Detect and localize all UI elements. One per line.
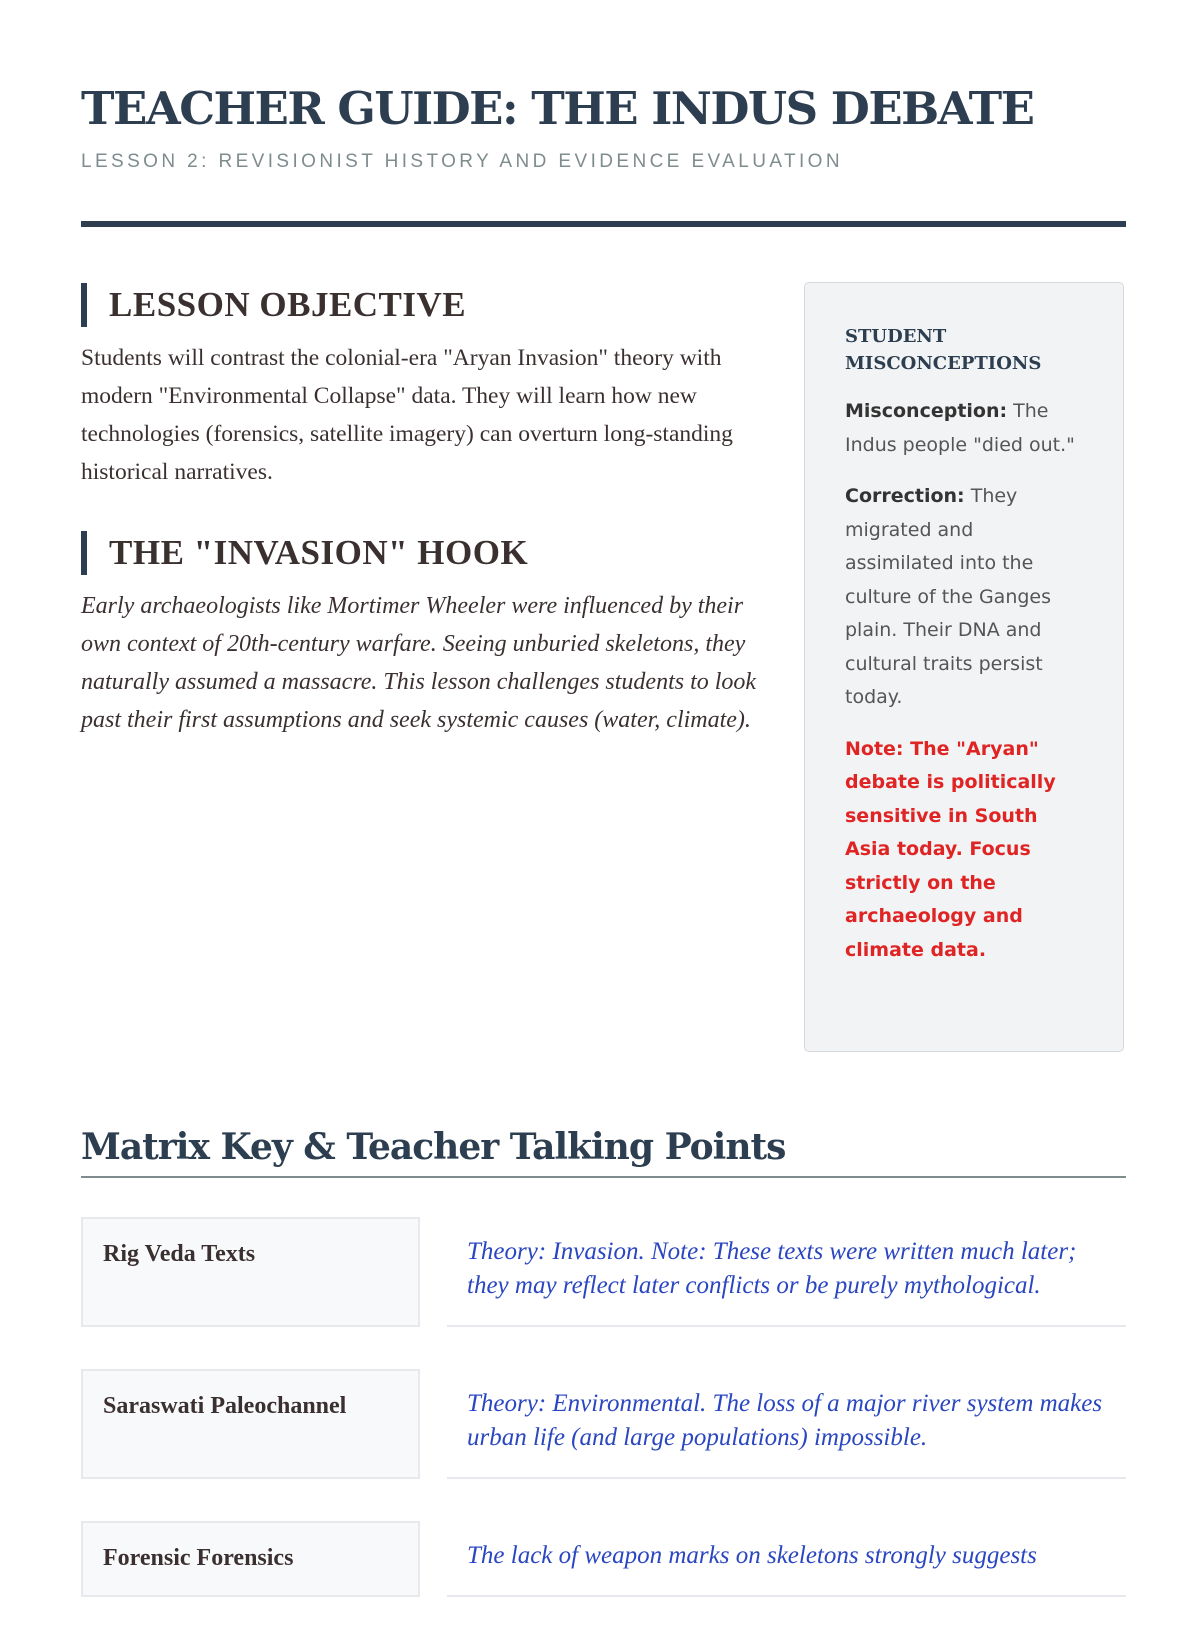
- lesson-objective-text: Students will contrast the colonial-era "Aryan Invasion" theory with modern "Environmental Collapse" data. They will learn how new technologies (forensics, satellite imagery) can overturn long-standing historical narratives.: [81, 345, 733, 485]
- lesson-objective-section: [81, 283, 771, 491]
- matrix-row: [81, 1217, 1126, 1327]
- matrix-table: [81, 1217, 1126, 1639]
- correction-text: They migrated and assimilated into the culture of the Ganges plain. Their DNA and cultural traits persist today.: [845, 485, 1052, 708]
- header-divider: [81, 221, 1126, 227]
- matrix-term: Rig Veda Texts: [81, 1217, 420, 1327]
- invasion-hook-section: [81, 531, 771, 739]
- matrix-talking-point: The lack of weapon marks on skeletons strongly suggests: [447, 1521, 1126, 1597]
- invasion-hook-heading: THE "INVASION" HOOK: [81, 531, 771, 575]
- matrix-row: [81, 1521, 1126, 1597]
- misconception-text: The Indus people "died out.": [845, 400, 1075, 456]
- note-text: The "Aryan" debate is politically sensitive in South Asia today. Focus strictly on the archaeology and climate data.: [845, 737, 1056, 961]
- matrix-heading: Matrix Key & Teacher Talking Points: [81, 1122, 1126, 1178]
- misconception-paragraph: [845, 395, 1083, 462]
- misconceptions-heading: STUDENT MISCONCEPTIONS: [845, 326, 1042, 374]
- correction-label: Correction:: [845, 485, 965, 507]
- matrix-term: Forensic Forensics: [81, 1521, 420, 1597]
- invasion-hook-text: Early archaeologists like Mortimer Wheeler were influenced by their own context of 20th-century warfare. Seeing unburied skeletons, they naturally assumed a massacre. This lesson challenges students to look past their first assumptions and seek systemic causes (water, climate).: [81, 593, 757, 733]
- note-paragraph: [845, 733, 1083, 968]
- correction-paragraph: [845, 480, 1083, 715]
- page-title: TEACHER GUIDE: THE INDUS DEBATE: [81, 82, 1034, 135]
- main-column: [81, 283, 771, 739]
- misconception-label: Misconception:: [845, 400, 1008, 422]
- matrix-term: Saraswati Paleochannel: [81, 1369, 420, 1479]
- lesson-objective-heading: LESSON OBJECTIVE: [81, 283, 771, 327]
- matrix-row: [81, 1369, 1126, 1479]
- page-subtitle: LESSON 2: REVISIONIST HISTORY AND EVIDENCE EVALUATION: [81, 151, 843, 172]
- matrix-talking-point: Theory: Invasion. Note: These texts were written much later; they may reflect later conflicts or be purely mythological.: [447, 1217, 1126, 1327]
- misconceptions-sidebar: [804, 282, 1124, 1052]
- note-label: Note:: [845, 737, 904, 760]
- matrix-talking-point: Theory: Environmental. The loss of a major river system makes urban life (and large populations) impossible.: [447, 1369, 1126, 1479]
